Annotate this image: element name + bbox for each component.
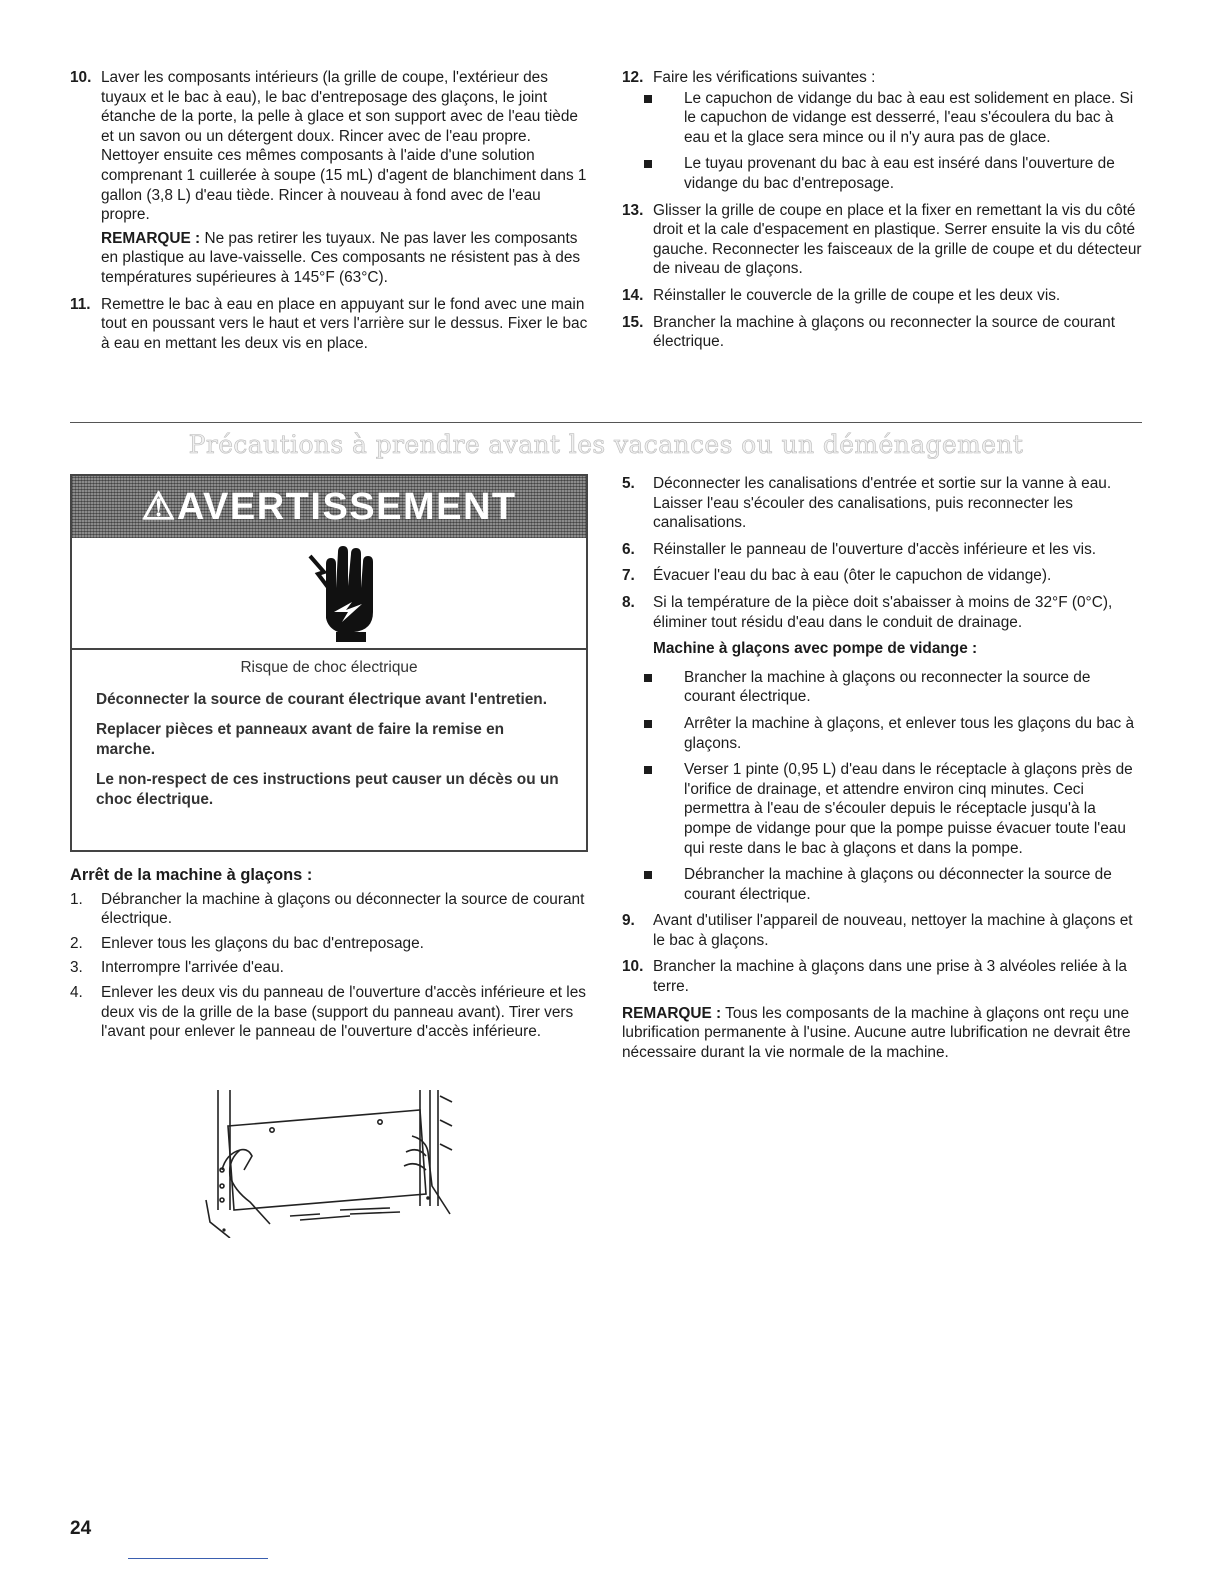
step-text: Réinstaller le couvercle de la grille de coupe et les deux vis.: [653, 286, 1061, 304]
bullet-square-icon: [644, 160, 652, 168]
bullet-square-icon: [644, 766, 652, 774]
bullet-item: [622, 668, 1142, 707]
warning-box: [70, 474, 588, 852]
page-number: 24: [70, 1518, 92, 1539]
note-label: REMARQUE :: [101, 229, 201, 247]
step-text: Réinstaller le panneau de l'ouverture d'accès inférieure et les vis.: [653, 540, 1097, 558]
subsection-heading: Arrêt de la machine à glaçons :: [70, 866, 313, 884]
step-text: Remettre le bac à eau en place en appuyant sur le fond avec une main tout en poussant vers le haut et vers l'arrière sur le dessus. Fixer le bac à eau en mettant les deux vis en place.: [101, 295, 588, 352]
step-text: Déconnecter les canalisations d'entrée et sortie sur la vanne à eau. Laisser l'eau s'écouler des canalisations, puis reconnecter les canalisations.: [653, 475, 1112, 532]
step-number: 2.: [70, 934, 83, 952]
step-number: 10.: [70, 69, 92, 86]
bullet-item: [622, 89, 1142, 148]
bullet-item: [622, 865, 1142, 904]
step-8: [622, 593, 1142, 659]
step-number: 12.: [622, 69, 644, 86]
step-text: Interrompre l'arrivée d'eau.: [101, 959, 284, 977]
step-number: 11.: [70, 295, 91, 313]
step-text: Enlever les deux vis du panneau de l'ouverture d'accès inférieure et les deux vis de la grille de la base (support du panneau avant). Tirer vers l'avant pour enlever le panneau de l'ouverture d'accès inférieure.: [101, 983, 586, 1041]
step-7: [622, 566, 1142, 586]
step-text: Débrancher la machine à glaçons ou déconnecter la source de courant électrique.: [101, 890, 585, 928]
panel-removal-illustration: [200, 1090, 470, 1238]
footer-line: [128, 1558, 268, 1559]
warning-header: [72, 476, 586, 538]
bullet-text: Le capuchon de vidange du bac à eau est solidement en place. Si le capuchon de vidange est desserré, l'eau s'écoulera du bac à eau et la glace sera mince ou il n'y aura pas de glace.: [684, 89, 1134, 146]
step-text: Si la température de la pièce doit s'abaisser à moins de 32°F (0°C), éliminer tout résidu d'eau dans le conduit de drainage.: [653, 593, 1113, 631]
warning-word: AVERTISSEMENT: [176, 486, 517, 528]
bullet-text: Débrancher la machine à glaçons ou déconnecter la source de courant électrique.: [684, 866, 1112, 903]
top-left-column: [70, 68, 588, 360]
electric-shock-hand-icon: [72, 538, 586, 646]
step-10: [70, 68, 588, 288]
step-6: [622, 540, 1142, 560]
bullet-item: [622, 760, 1142, 858]
bottom-right-column: [622, 474, 1142, 1062]
bullet-item: [622, 154, 1142, 193]
warning-line: Déconnecter la source de courant électrique avant l'entretien.: [96, 691, 547, 708]
note-label: REMARQUE :: [622, 1004, 722, 1022]
warning-line: Le non-respect de ces instructions peut causer un décès ou un choc électrique.: [96, 771, 559, 808]
note-text: Tous les composants de la machine à glaçons ont reçu une lubrification permanente à l'usine. Aucune autre lubrification ne devrait être nécessaire durant la vie normale de la machine.: [622, 1004, 1131, 1061]
step-text: Glisser la grille de coupe en place et la fixer en remettant la vis du côté droit et la cale d'espacement en plastique. Serrer ensuite la vis du côté gauche. Reconnecter les faisceaux de la grille de coupe et du détecteur de niveau de glaçons.: [653, 201, 1142, 278]
bullet-square-icon: [644, 95, 652, 103]
top-right-column: [622, 68, 1142, 359]
step-number: 14.: [622, 286, 644, 304]
step-text: Brancher la machine à glaçons ou reconnecter la source de courant électrique.: [653, 313, 1115, 351]
step-10-final: [622, 957, 1142, 996]
bullet-square-icon: [644, 674, 652, 682]
step-4: [70, 983, 588, 1042]
warning-risk: Risque de choc électrique: [240, 659, 418, 676]
step-number: 6.: [622, 540, 635, 558]
step-11: [70, 295, 588, 354]
warning-triangle-icon: ⚠: [141, 486, 177, 528]
bullet-item: [622, 714, 1142, 753]
step-text: Brancher la machine à glaçons dans une prise à 3 alvéoles reliée à la terre.: [653, 958, 1127, 996]
section-divider: [70, 422, 1142, 423]
bullet-square-icon: [644, 720, 652, 728]
step-number: 13.: [622, 201, 644, 219]
step-14: [622, 286, 1142, 306]
pump-subheading: Machine à glaçons avec pompe de vidange :: [653, 640, 978, 658]
bullet-text: Brancher la machine à glaçons ou reconnecter la source de courant électrique.: [684, 668, 1091, 706]
shock-hazard-pictogram: [72, 538, 586, 650]
step-1: [70, 890, 588, 929]
step-number: 3.: [70, 959, 83, 977]
bottom-left-column: [70, 866, 588, 1047]
bullet-square-icon: [644, 871, 652, 879]
step-number: 10.: [622, 958, 644, 976]
step-5: [622, 474, 1142, 533]
step-15: [622, 313, 1142, 352]
note: [101, 229, 588, 288]
bullet-text: Le tuyau provenant du bac à eau est inséré dans l'ouverture de vidange du bac d'entreposage.: [684, 155, 1115, 192]
step-number: 7.: [622, 567, 635, 585]
step-13: [622, 201, 1142, 279]
warning-body: [72, 650, 586, 850]
note-text: Ne pas retirer les tuyaux. Ne pas laver les composants en plastique au lave-vaisselle. Ces composants ne résistent pas à des températures supérieures à 145°F (63°C).: [101, 229, 581, 286]
final-note: [622, 1004, 1142, 1063]
section-title: Précautions à prendre avant les vacances ou un déménagement: [188, 430, 1024, 459]
step-text: Évacuer l'eau du bac à eau (ôter le capuchon de vidange).: [653, 567, 1052, 585]
step-number: 1.: [70, 890, 83, 908]
bullet-text: Arrêter la machine à glaçons, et enlever tous les glaçons du bac à glaçons.: [684, 714, 1135, 752]
warning-title: [72, 484, 586, 530]
step-2: [70, 934, 588, 954]
warning-line: Replacer pièces et panneaux avant de faire la remise en marche.: [96, 721, 505, 758]
step-number: 9.: [622, 912, 635, 930]
step-number: 4.: [70, 983, 83, 1001]
step-number: 15.: [622, 313, 644, 331]
step-12: [622, 68, 1142, 88]
step-text: Avant d'utiliser l'appareil de nouveau, nettoyer la machine à glaçons et le bac à glaçons.: [653, 912, 1133, 949]
bullet-text: Verser 1 pinte (0,95 L) d'eau dans le réceptacle à glaçons près de l'orifice de drainage, et attendre environ cinq minutes. Ceci permettra à l'eau de s'écouler depuis le réceptacle jusqu'à la pompe de vidange pour que la pompe puisse évacuer toute l'eau qui reste dans le bac à glaçons et dans la pompe.: [684, 761, 1133, 857]
step-9: [622, 911, 1142, 950]
step-3: [70, 958, 588, 978]
step-number: 5.: [622, 475, 635, 492]
step-text: Enlever tous les glaçons du bac d'entreposage.: [101, 934, 424, 952]
step-text: Laver les composants intérieurs (la grille de coupe, l'extérieur des tuyaux et le bac à eau), le bac d'entreposage des glaçons, le joint étanche de la porte, la pelle à glace et son support avec de l'eau tiède et un savon ou un détergent doux. Rincer avec de l'eau propre. Nettoyer ensuite ces mêmes composants à l'aide d'une solution comprenant 1 cuillerée à soupe (15 mL) d'agent de blanchiment dans 1 gallon (3,8 L) d'eau tiède. Rincer à nouveau à fond avec de l'eau propre.: [101, 69, 587, 224]
step-text: Faire les vérifications suivantes :: [653, 69, 876, 86]
step-number: 8.: [622, 593, 635, 611]
